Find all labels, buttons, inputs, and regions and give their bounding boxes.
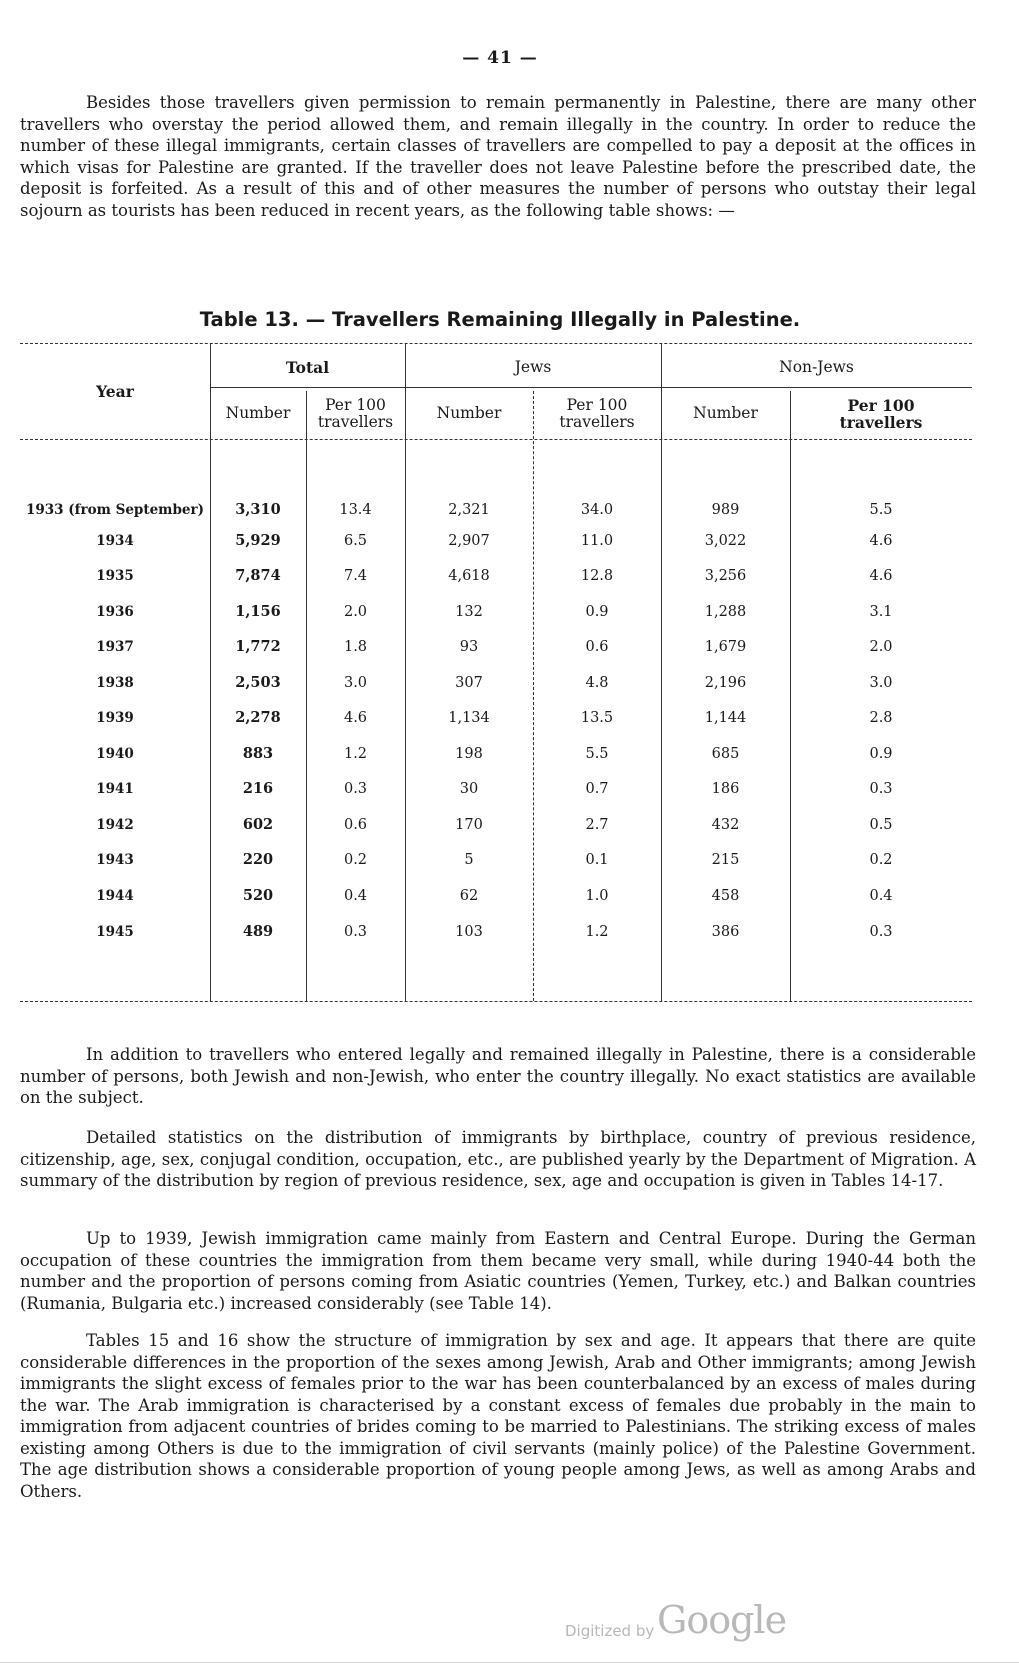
cell-total-per100: 1.2 [343, 746, 368, 762]
cell-nonjews-number: 1,288 [704, 604, 747, 620]
table-title: Table 13. — Travellers Remaining Illegally in Palestine. [199, 308, 801, 331]
cell-nonjews-per100: 0.5 [869, 817, 893, 833]
cell-total-number: 520 [242, 887, 274, 904]
cell-nonjews-number: 458 [711, 888, 740, 904]
group-header-rule [210, 387, 972, 388]
per100-line2: travellers [559, 413, 635, 431]
cell-nonjews-number: 3,256 [704, 568, 747, 584]
header-jews: Jews [514, 358, 552, 376]
cell-jews-number: 2,907 [448, 533, 490, 549]
cell-nonjews-number: 186 [711, 781, 740, 797]
cell-nonjews-number: 2,196 [704, 675, 747, 691]
cell-jews-number: 132 [455, 604, 483, 620]
cell-total-per100: 1.8 [343, 639, 368, 655]
cell-total-per100: 2.0 [343, 604, 368, 620]
cell-year: 1943 [96, 852, 134, 868]
cell-year: 1939 [96, 710, 134, 726]
cell-total-per100: 0.3 [343, 781, 368, 797]
cell-jews-number: 307 [455, 675, 483, 691]
per100-line1: Per 100 [325, 396, 386, 414]
cell-nonjews-per100: 3.0 [869, 675, 893, 691]
cell-year: 1941 [96, 781, 134, 797]
cell-nonjews-per100: 4.6 [869, 568, 893, 584]
intro-paragraph: Besides those travellers given permission to remain permanently in Palestine, there are many other travellers who overstay the period allowed them, and remain illegally in the country. In order to reduce the number of these illegal immigrants, certain classes of travellers are compelled to pay a deposit at the offices in which visas for Palestine are granted. If the traveller does not leave Palestine before the prescribed date, the deposit is forfeited. As a result of this and of other measures the number of persons who outstay their legal sojourn as tourists has been reduced in recent years, as the following table shows: — [20, 93, 976, 220]
page-bottom-edge [0, 1662, 1019, 1663]
cell-total-number: 3,310 [235, 501, 281, 518]
cell-total-number: 220 [242, 851, 274, 868]
cell-jews-per100: 34.0 [580, 502, 614, 518]
watermark-digitized-by: Digitized by [565, 1622, 655, 1640]
cell-nonjews-per100: 0.3 [869, 781, 893, 797]
cell-jews-per100: 11.0 [580, 533, 614, 549]
cell-year: 1945 [96, 924, 134, 940]
cell-nonjews-number: 1,679 [704, 639, 747, 655]
cell-jews-number: 1,134 [448, 710, 490, 726]
cell-total-number: 2,503 [235, 674, 281, 691]
cell-nonjews-per100: 0.2 [869, 852, 893, 868]
header-jews-number: Number [436, 404, 502, 422]
cell-nonjews-number: 3,022 [704, 533, 747, 549]
cell-jews-per100: 1.2 [585, 924, 609, 940]
cell-total-number: 216 [242, 780, 274, 797]
cell-year: 1944 [96, 888, 134, 904]
cell-year: 1942 [96, 817, 134, 833]
header-total: Total [285, 358, 330, 377]
cell-nonjews-number: 432 [711, 817, 740, 833]
page-number: — 41 — [462, 48, 538, 68]
cell-total-per100: 0.4 [343, 888, 368, 904]
cell-total-per100: 0.6 [343, 817, 368, 833]
cell-jews-number: 103 [455, 924, 483, 940]
cell-nonjews-per100: 2.8 [869, 710, 893, 726]
cell-jews-number: 198 [455, 746, 483, 762]
cell-total-per100: 7.4 [343, 568, 368, 584]
header-total-number: Number [225, 404, 291, 422]
col-divider-jews [533, 391, 534, 1001]
cell-jews-number: 2,321 [448, 502, 490, 518]
header-nonjews-per100 [790, 397, 972, 431]
header-bottom-rule [20, 439, 972, 440]
cell-year: 1934 [96, 533, 134, 549]
cell-jews-per100: 13.5 [580, 710, 614, 726]
cell-total-per100: 4.6 [343, 710, 368, 726]
cell-total-per100: 0.3 [343, 924, 368, 940]
cell-jews-per100: 0.6 [585, 639, 609, 655]
google-logo: Google [657, 1598, 787, 1642]
cell-total-number: 489 [242, 923, 274, 940]
cell-year: 1936 [96, 604, 134, 620]
cell-total-number: 7,874 [235, 567, 281, 584]
cell-total-number: 2,278 [235, 709, 281, 726]
cell-jews-number: 4,618 [448, 568, 490, 584]
cell-nonjews-number: 215 [711, 852, 740, 868]
cell-total-number: 5,929 [235, 532, 281, 549]
cell-jews-number: 5 [464, 852, 474, 868]
cell-nonjews-per100: 2.0 [869, 639, 893, 655]
per100-line2: travellers [317, 413, 394, 431]
cell-total-number: 1,772 [235, 638, 281, 655]
per100-line1: Per 100 [566, 396, 628, 414]
cell-nonjews-per100: 0.3 [869, 924, 893, 940]
table-top-rule [20, 343, 972, 344]
cell-jews-per100: 5.5 [585, 746, 609, 762]
cell-jews-number: 30 [459, 781, 479, 797]
header-nonjews-number: Number [693, 404, 758, 422]
cell-total-per100: 6.5 [343, 533, 368, 549]
cell-nonjews-number: 685 [711, 746, 740, 762]
paragraph-detailed-statistics: Detailed statistics on the distribution of immigrants by birthplace, country of previous residence, citizenship, age, sex, conjugal condition, occupation, etc., are published yearly by the Department of Migration. A summary of the distribution by region of previous residence, sex, age and occupation is given in Tables 14-17. [20, 1128, 976, 1190]
cell-total-per100: 13.4 [339, 502, 372, 518]
cell-total-per100: 3.0 [343, 675, 368, 691]
cell-total-number: 883 [242, 745, 274, 762]
cell-year: 1938 [96, 675, 134, 691]
paragraph-illegal-entry: In addition to travellers who entered legally and remained illegally in Palestine, there is a considerable number of persons, both Jewish and non-Jewish, who enter the country illegally. No exact statistics are available on the subject. [20, 1045, 976, 1107]
cell-year: 1933 (from September) [26, 502, 204, 518]
cell-jews-per100: 0.1 [585, 852, 609, 868]
paragraph-structure-of-immigration: Tables 15 and 16 show the structure of immigration by sex and age. It appears that there are quite considerable differences in the proportion of the sexes among Jewish, Arab and Other immigrants; among Jewish immigrants the slight excess of females prior to the war has been counterbalanced by an excess of males during the war. The Arab immigration is characterised by a constant excess of females due probably in the main to immigration from adjacent countries of brides coming to be married to Palestinians. The striking excess of males existing among Others is due to the immigration of civil servants (mainly police) of the Palestine Government. The age distribution shows a considerable proportion of young people among Jews, as well as among Arabs and Others. [20, 1331, 976, 1501]
header-year: Year [96, 382, 134, 401]
cell-nonjews-per100: 4.6 [869, 533, 893, 549]
paragraph-jewish-immigration: Up to 1939, Jewish immigration came mainly from Eastern and Central Europe. During the German occupation of these countries the immigration from them became very small, while during 1940-44 both the number and the proportion of persons coming from Asiatic countries (Yemen, Turkey, etc.) and Balkan countries (Rumania, Bulgaria etc.) increased considerably (see Table 14). [20, 1229, 976, 1313]
per100-line1: Per 100 [847, 396, 915, 415]
cell-nonjews-number: 386 [711, 924, 740, 940]
cell-nonjews-per100: 5.5 [869, 502, 893, 518]
cell-jews-per100: 12.8 [580, 568, 614, 584]
cell-total-per100: 0.2 [343, 852, 368, 868]
cell-jews-per100: 1.0 [585, 888, 609, 904]
cell-nonjews-per100: 0.4 [869, 888, 893, 904]
header-nonjews: Non-Jews [779, 358, 854, 376]
col-divider-nonjews [790, 391, 791, 1001]
cell-jews-per100: 0.7 [585, 781, 609, 797]
cell-nonjews-per100: 0.9 [869, 746, 893, 762]
cell-year: 1940 [96, 746, 134, 762]
header-jews-per100 [533, 397, 661, 431]
cell-jews-number: 170 [455, 817, 483, 833]
cell-year: 1935 [96, 568, 134, 584]
cell-jews-per100: 4.8 [585, 675, 609, 691]
cell-total-number: 602 [242, 816, 274, 833]
table-bottom-rule [20, 1001, 972, 1002]
cell-nonjews-number: 989 [711, 502, 740, 518]
per100-line2: travellers [839, 413, 923, 432]
cell-nonjews-number: 1,144 [704, 710, 747, 726]
cell-jews-number: 62 [459, 888, 479, 904]
cell-total-number: 1,156 [235, 603, 281, 620]
header-total-per100 [306, 397, 405, 431]
travellers-table [20, 358, 972, 1068]
cell-year: 1937 [96, 639, 134, 655]
cell-nonjews-per100: 3.1 [869, 604, 893, 620]
cell-jews-number: 93 [459, 639, 479, 655]
col-divider-total [306, 391, 307, 1001]
cell-jews-per100: 0.9 [585, 604, 609, 620]
cell-jews-per100: 2.7 [585, 817, 609, 833]
